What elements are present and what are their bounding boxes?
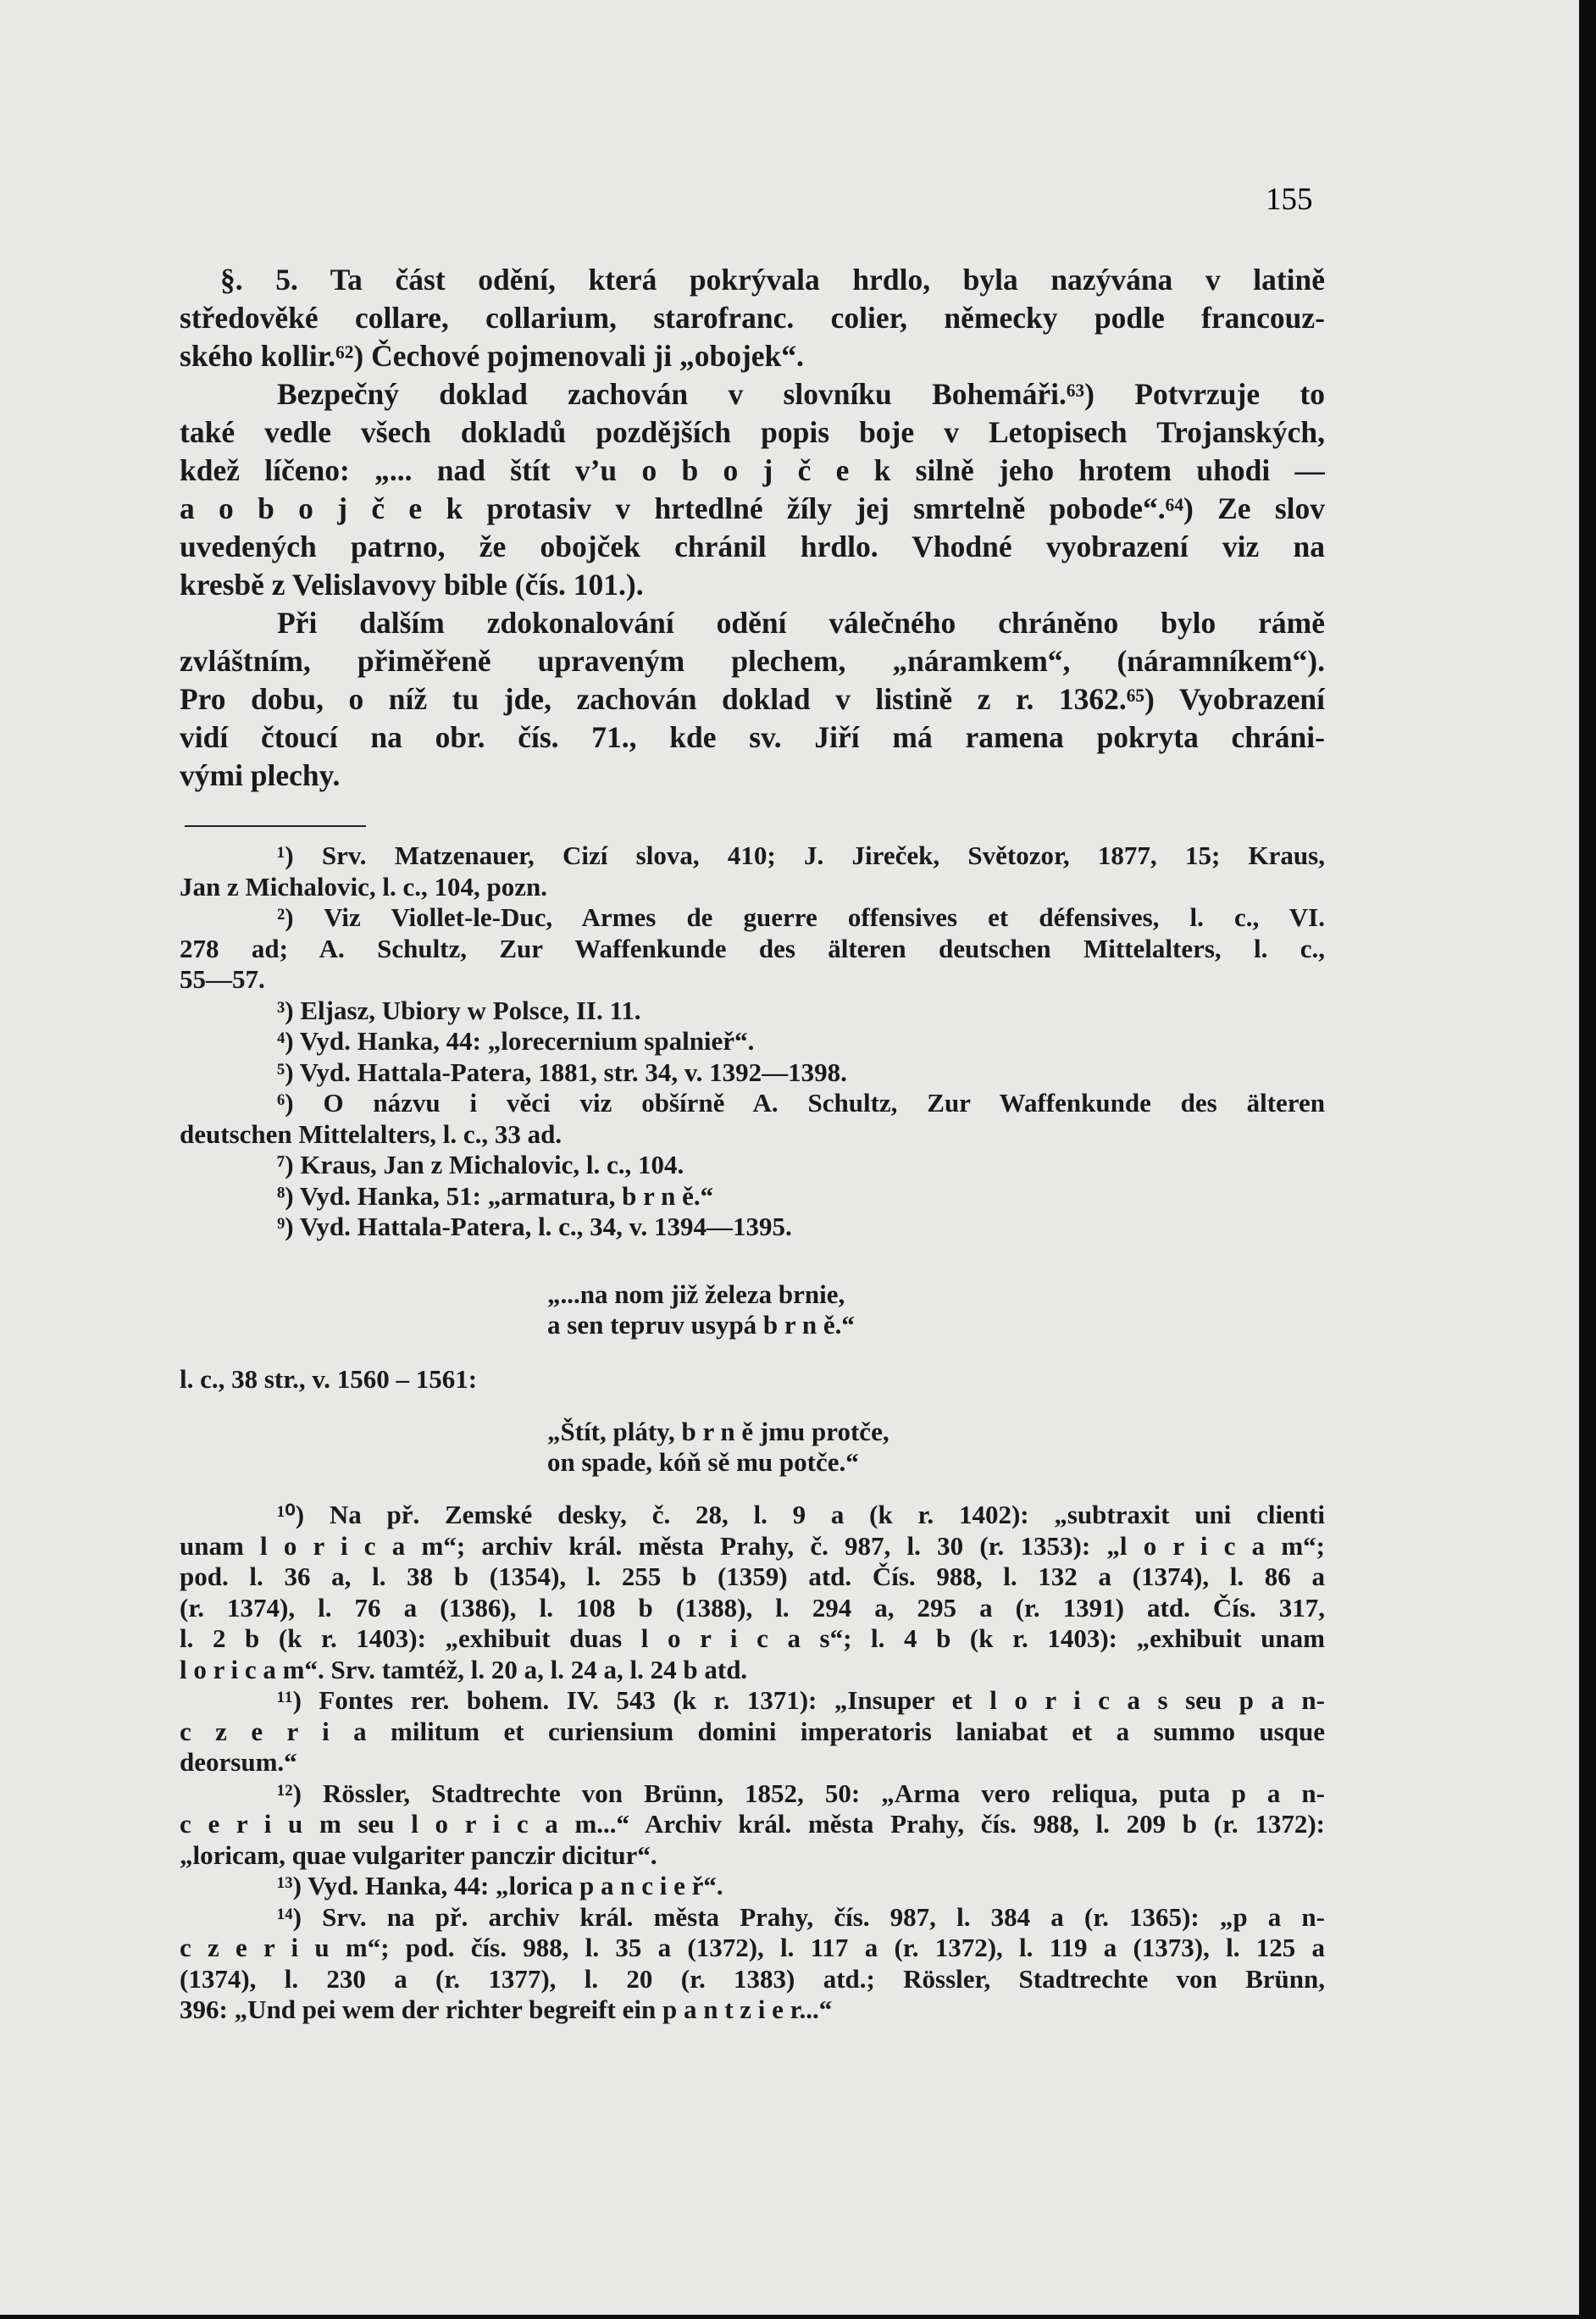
body-line: a o b o j č e k protasiv v hrtedlné žíly jej smrtelně pobode“.⁶⁴) Ze slov [180,491,1325,525]
footnote-line: ⁷) Kraus, Jan z Michalovic, l. c., 104. [277,1150,684,1179]
body-line: Bezpečný doklad zachován v slovníku Bohemáři.⁶³) Potvrzuje to [277,377,1325,411]
body-line: kdež líčeno: „... nad štít v’u o b o j č e k silně jeho hrotem uhodi — [180,453,1325,487]
footnote-line: ³) Eljasz, Ubiory w Polsce, II. 11. [277,995,641,1025]
footnote-line: ¹³) Vyd. Hanka, 44: „lorica p a n c i e ř“. [277,1871,723,1900]
footnote-line: c z e r i a militum et curiensium domini imperatoris laniabat et a summo usque [180,1716,1325,1746]
footnote-line: ¹⁴) Srv. na př. archiv král. města Prahy, čís. 987, l. 384 a (r. 1365): „p a n- [277,1901,1325,1932]
main-text [180,261,1325,795]
footnote-line: „loricam, quae vulgariter panczir dicitur“. [180,1839,657,1870]
footnote-line: c z e r i u m“; pod. čís. 988, l. 35 a (1372), l. 117 a (r. 1372), l. 119 a (1373), l. 125 a [180,1933,1325,1962]
footnote-line: ⁹) Vyd. Hattala-Patera, l. c., 34, v. 1394—1395. [277,1212,792,1241]
footnote-line: pod. l. 36 a, l. 38 b (1354), l. 255 b (1359) atd. Čís. 988, l. 132 a (1374), l. 86 a [180,1562,1325,1591]
footnote-line: deorsum.“ [180,1747,297,1777]
footnote-line: ⁶) O názvu i věci viz obšírně A. Schultz, Zur Waffenkunde des älteren [277,1088,1325,1118]
page-number: 155 [1266,182,1313,217]
quote-line: on spade, kóň sě mu potče.“ [547,1447,859,1477]
footnote-line: unam l o r i c a m“; archiv král. města Prahy, č. 987, l. 30 (r. 1353): „l o r i c a m“; [180,1530,1325,1561]
footnote-line: ¹⁰) Na př. Zemské desky, č. 28, l. 9 a (k r. 1402): „subtraxit uni clienti [277,1500,1325,1529]
body-line: zvláštním, přiměřeně upraveným plechem, „náramkem“, (náramníkem“). [180,644,1325,678]
footnote-line: ⁴) Vyd. Hanka, 44: „lorecernium spalnieř“. [277,1026,755,1056]
quote-line: „...na nom již železa brnie, [547,1279,845,1309]
footnote-line: 55—57. [180,964,265,994]
footnote-line: 396: „Und pei wem der richter begreift ein p a n t z i e r...“ [180,1994,833,2024]
body-line: ského kollir.⁶²) Čechové pojmenovali ji „obojek“. [180,339,804,373]
footnotes-a [180,840,1325,1243]
footnote-line: c e r i u m seu l o r i c a m...“ Archiv král. města Prahy, čís. 988, l. 209 b (r. 1372): [180,1809,1325,1839]
footnote-line: (1374), l. 230 a (r. 1377), l. 20 (r. 1383) atd.; Rössler, Stadtrechte von Brünn, [180,1963,1325,1994]
body-line: vými plechy. [180,758,341,792]
body-line: Při dalším zdokonalování odění válečného chráněno bylo rámě [277,606,1325,640]
footnote-line: (r. 1374), l. 76 a (1386), l. 108 b (1388), l. 294 a, 295 a (r. 1391) atd. Čís. 317, [180,1592,1325,1623]
footnote-line: ¹) Srv. Matzenauer, Cizí slova, 410; J. Jireček, Světozor, 1877, 15; Kraus, [277,840,1325,870]
footnote-divider [185,825,366,827]
footnote-line: Jan z Michalovic, l. c., 104, pozn. [180,871,547,902]
footnote-line: ²) Viz Viollet-le-Duc, Armes de guerre offensives et défensives, l. c., VI. [277,902,1325,932]
footnote-line: l o r i c a m“. Srv. tamtéž, l. 20 a, l. 24 a, l. 24 b atd. [180,1654,748,1684]
quote-reference: l. c., 38 str., v. 1560 – 1561: [180,1364,478,1394]
footnotes-b [180,1500,1325,2026]
quote-1 [547,1279,855,1340]
footnote-line: l. 2 b (k r. 1403): „exhibuit duas l o r i c a s“; l. 4 b (k r. 1403): „exhibuit unam [180,1623,1325,1653]
body-line: §. 5. Ta část odění, která pokrývala hrdlo, byla nazývána v latině [220,263,1325,297]
body-line: vidí čtoucí na obr. čís. 71., kde sv. Jiří má ramena pokryta chráni- [180,720,1325,754]
footnote-line: ¹²) Rössler, Stadtrechte von Brünn, 1852, 50: „Arma vero reliqua, puta p a n- [277,1778,1325,1808]
body-line: Pro dobu, o níž tu jde, zachován doklad v listině z r. 1362.⁶⁵) Vyobrazení [180,682,1325,716]
body-line: uvedených patrno, že obojček chránil hrdlo. Vhodné vyobrazení viz na [180,530,1325,563]
footnote-line: ⁵) Vyd. Hattala-Patera, 1881, str. 34, v. 1392—1398. [277,1057,847,1087]
body-line: kresbě z Velislavovy bible (čís. 101.). [180,568,644,602]
footnote-line: 278 ad; A. Schultz, Zur Waffenkunde des älteren deutschen Mittelalters, l. c., [180,933,1325,963]
body-line: středověké collare, collarium, starofranc. colier, německy podle francouz- [180,301,1325,335]
footnote-line: ⁸) Vyd. Hanka, 51: „armatura, b r n ě.“ [277,1180,714,1211]
body-line: také vedle všech dokladů pozdějších popis boje v Letopisech Trojanských, [180,415,1325,449]
quote-line: a sen tepruv usypá b r n ě.“ [547,1310,855,1340]
quote-line: „Štít, pláty, b r n ě jmu protče, [547,1417,889,1446]
footnote-line: deutschen Mittelalters, l. c., 33 ad. [180,1118,562,1149]
footnote-line: ¹¹) Fontes rer. bohem. IV. 543 (k r. 1371): „Insuper et l o r i c a s seu p a n- [277,1685,1325,1715]
scan-edge [1579,0,1596,2319]
quote-2 [547,1417,889,1478]
